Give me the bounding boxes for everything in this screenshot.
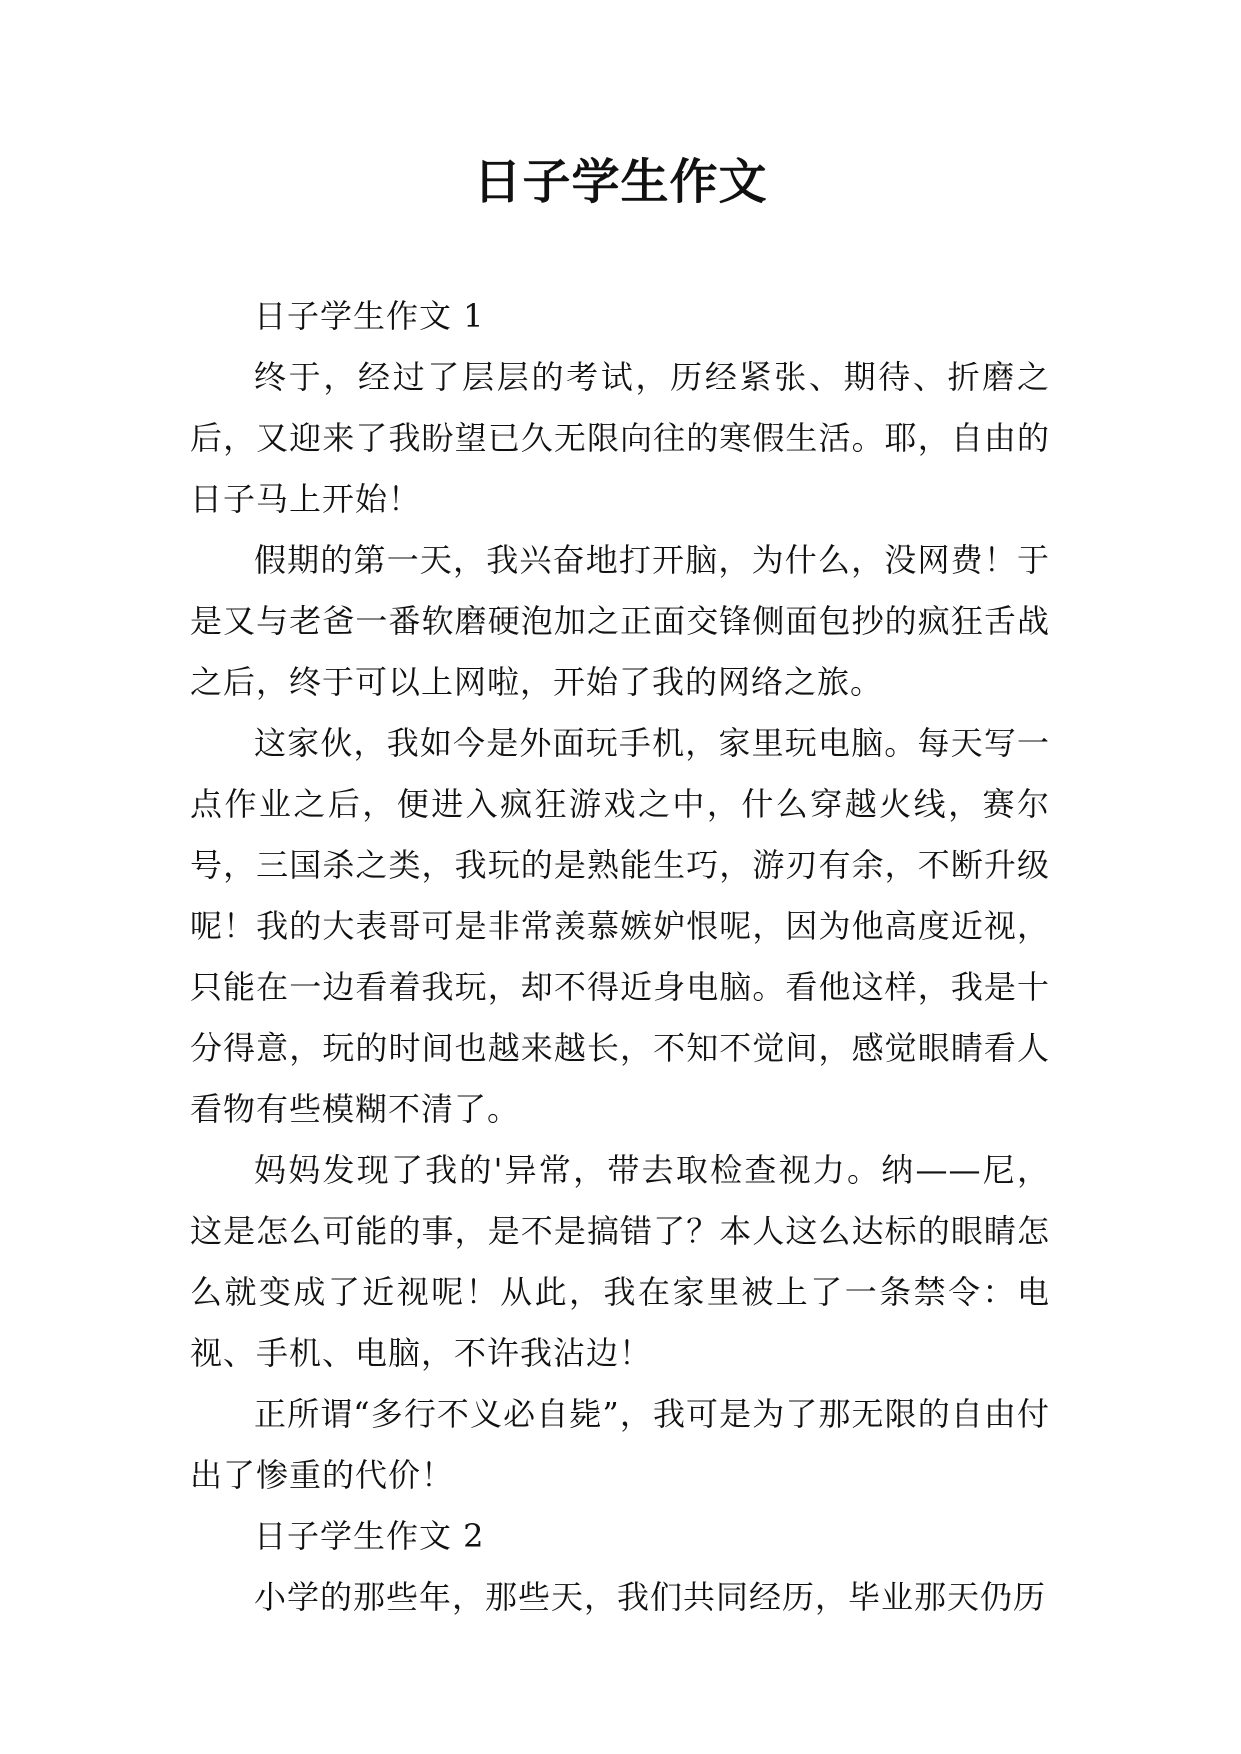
paragraph: 假期的第一天，我兴奋地打开脑，为什么，没网费！于是又与老爸一番软磨硬泡加之正面交锋侧面包抄的疯狂舌战之后，终于可以上网啦，开始了我的网络之旅。 <box>190 541 1050 701</box>
section-heading: 日子学生作文 2 <box>254 1517 485 1555</box>
paragraph: 正所谓“多行不义必自毙”，我可是为了那无限的自由付出了惨重的代价！ <box>190 1395 1050 1494</box>
document-title: 日子学生作文 <box>473 154 768 210</box>
document-body <box>190 286 1050 1628</box>
paragraph: 小学的那些年，那些天，我们共同经历，毕业那天仍历 <box>254 1578 1047 1616</box>
paragraph: 终于，经过了层层的考试，历经紧张、期待、折磨之后，又迎来了我盼望已久无限向往的寒假生活。耶，自由的日子马上开始！ <box>190 358 1050 518</box>
section-heading: 日子学生作文 1 <box>254 297 485 335</box>
paragraph: 妈妈发现了我的'异常，带去取检查视力。纳——尼，这是怎么可能的事，是不是搞错了？本人这么达标的眼睛怎么就变成了近视呢！从此，我在家里被上了一条禁令：电视、手机、电脑，不许我沾边！ <box>190 1151 1050 1372</box>
paragraph: 这家伙，我如今是外面玩手机，家里玩电脑。每天写一点作业之后，便进入疯狂游戏之中，什么穿越火线，赛尔号，三国杀之类，我玩的是熟能生巧，游刃有余，不断升级呢！我的大表哥可是非常羡慕嫉妒恨呢，因为他高度近视，只能在一边看着我玩，却不得近身电脑。看他这样，我是十分得意，玩的时间也越来越长，不知不觉间，感觉眼睛看人看物有些模糊不清了。 <box>190 724 1050 1128</box>
